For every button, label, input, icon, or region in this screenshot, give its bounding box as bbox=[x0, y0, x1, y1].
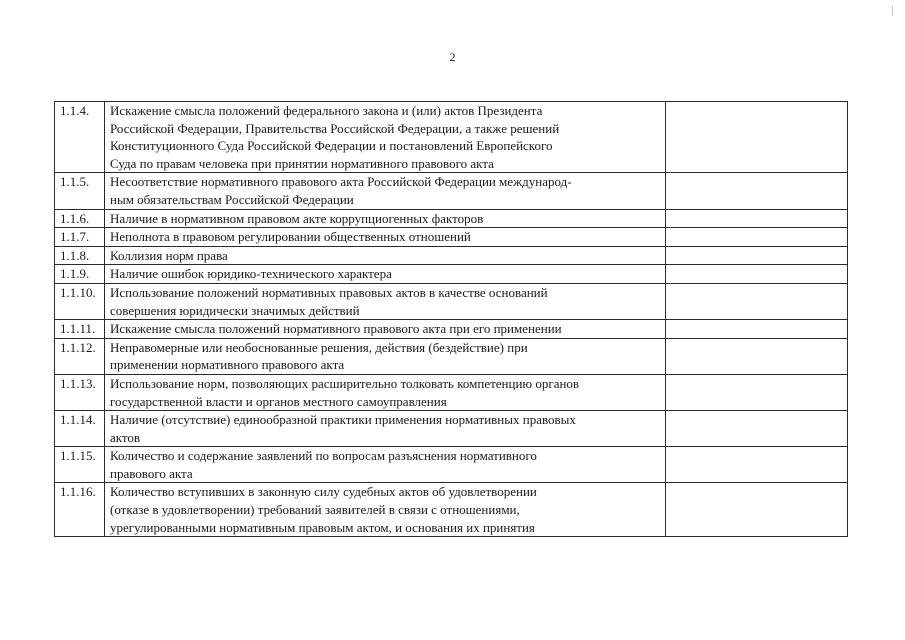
row-value bbox=[666, 374, 848, 410]
description-line: Суда по правам человека при принятии нормативного правового акта bbox=[110, 155, 494, 171]
description-line: применении нормативного правового акта bbox=[110, 357, 345, 373]
row-value bbox=[666, 173, 848, 209]
row-description bbox=[105, 246, 666, 265]
table-row bbox=[55, 338, 848, 374]
table-row bbox=[55, 374, 848, 410]
description-line: Количество и содержание заявлений по вопросам разъяснения нормативного bbox=[110, 448, 537, 464]
description-line: Несоответствие нормативного правового акта Российской Федерации международ- bbox=[110, 174, 572, 190]
table-row bbox=[55, 483, 848, 537]
row-description bbox=[105, 447, 666, 483]
row-number: 1.1.13. bbox=[55, 374, 105, 410]
description-line: Неправомерные или необоснованные решения, действия (бездействие) при bbox=[110, 339, 528, 355]
row-number: 1.1.6. bbox=[55, 209, 105, 228]
row-number: 1.1.15. bbox=[55, 447, 105, 483]
row-number: 1.1.10. bbox=[55, 283, 105, 319]
description-line: Использование норм, позволяющих расширительно толковать компетенцию органов bbox=[110, 375, 580, 391]
row-number: 1.1.5. bbox=[55, 173, 105, 209]
row-description bbox=[105, 102, 666, 173]
row-description bbox=[105, 374, 666, 410]
row-description bbox=[105, 228, 666, 247]
row-number: 1.1.16. bbox=[55, 483, 105, 537]
row-description bbox=[105, 209, 666, 228]
row-value bbox=[666, 483, 848, 537]
row-number: 1.1.4. bbox=[55, 102, 105, 173]
table-row bbox=[55, 209, 848, 228]
description-line: Наличие ошибок юридико-технического характера bbox=[110, 266, 392, 282]
table-row bbox=[55, 447, 848, 483]
description-line: государственной власти и органов местного самоуправления bbox=[110, 393, 447, 409]
row-number: 1.1.8. bbox=[55, 246, 105, 265]
description-line: Конституционного Суда Российской Федерации и постановлений Европейского bbox=[110, 138, 553, 154]
description-line: (отказе в удовлетворении) требований заявителей в связи с отношениями, bbox=[110, 502, 520, 518]
description-line: Неполнота в правовом регулировании общественных отношений bbox=[110, 229, 471, 245]
table-row bbox=[55, 228, 848, 247]
description-line: правового акта bbox=[110, 465, 193, 481]
criteria-table bbox=[54, 101, 848, 537]
row-value bbox=[666, 102, 848, 173]
row-value bbox=[666, 411, 848, 447]
table-row bbox=[55, 283, 848, 319]
row-value bbox=[666, 246, 848, 265]
row-number: 1.1.11. bbox=[55, 320, 105, 339]
row-description bbox=[105, 283, 666, 319]
row-description bbox=[105, 411, 666, 447]
description-line: ным обязательствам Российской Федерации bbox=[110, 191, 354, 207]
row-description bbox=[105, 265, 666, 284]
description-line: урегулированными нормативным правовым актом, и основания их принятия bbox=[110, 519, 535, 535]
description-line: Российской Федерации, Правительства Российской Федерации, а также решений bbox=[110, 120, 560, 136]
description-line: Наличие (отсутствие) единообразной практики применения нормативных правовых bbox=[110, 412, 576, 428]
row-value bbox=[666, 209, 848, 228]
row-value bbox=[666, 320, 848, 339]
row-value bbox=[666, 283, 848, 319]
row-description bbox=[105, 338, 666, 374]
description-line: Использование положений нормативных правовых актов в качестве оснований bbox=[110, 284, 548, 300]
row-value bbox=[666, 265, 848, 284]
row-description bbox=[105, 483, 666, 537]
page-number: 2 bbox=[449, 50, 456, 64]
description-line: Искажение смысла положений федерального закона и (или) актов Президента bbox=[110, 103, 543, 118]
row-value bbox=[666, 447, 848, 483]
row-value bbox=[666, 338, 848, 374]
row-number: 1.1.14. bbox=[55, 411, 105, 447]
table-row bbox=[55, 173, 848, 209]
description-line: Количество вступивших в законную силу судебных актов об удовлетворении bbox=[110, 484, 537, 500]
table-body bbox=[55, 102, 848, 537]
table-row bbox=[55, 265, 848, 284]
table-row bbox=[55, 411, 848, 447]
description-line: совершения юридически значимых действий bbox=[110, 302, 360, 318]
row-description bbox=[105, 320, 666, 339]
scan-edge-mark bbox=[892, 6, 893, 16]
description-line: актов bbox=[110, 429, 141, 445]
row-number: 1.1.7. bbox=[55, 228, 105, 247]
row-number: 1.1.12. bbox=[55, 338, 105, 374]
description-line: Коллизия норм права bbox=[110, 247, 228, 263]
description-line: Наличие в нормативном правовом акте коррупциогенных факторов bbox=[110, 210, 484, 226]
table-row bbox=[55, 102, 848, 173]
row-description bbox=[105, 173, 666, 209]
table-row bbox=[55, 246, 848, 265]
row-value bbox=[666, 228, 848, 247]
row-number: 1.1.9. bbox=[55, 265, 105, 284]
description-line: Искажение смысла положений нормативного правового акта при его применении bbox=[110, 321, 562, 337]
table-row bbox=[55, 320, 848, 339]
